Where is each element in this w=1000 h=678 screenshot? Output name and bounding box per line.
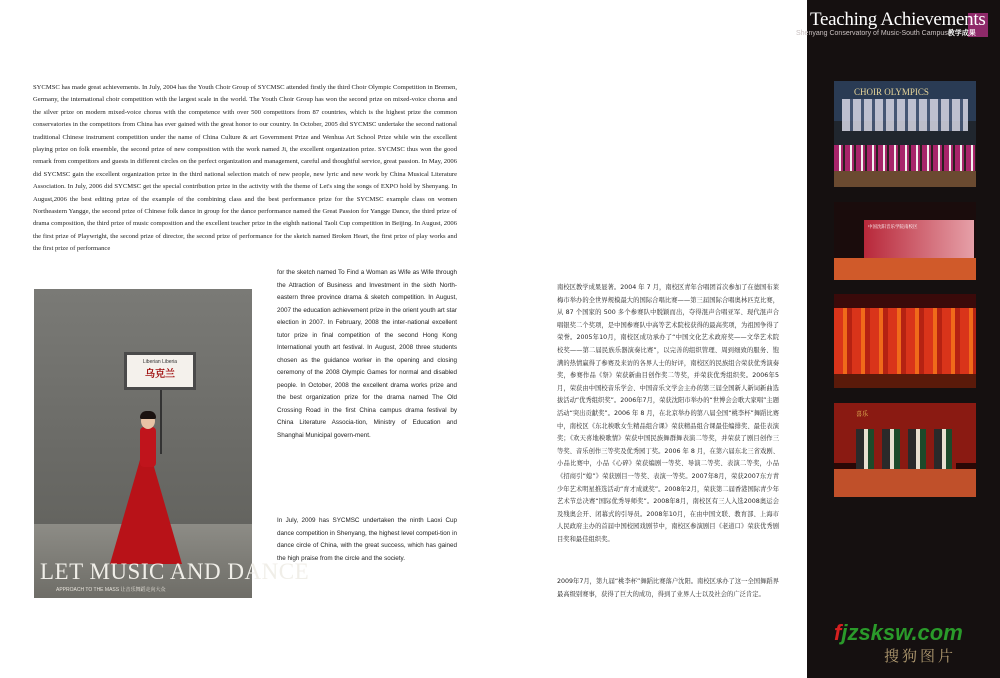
stage-floor: [834, 469, 976, 497]
subtitle-en: Shenyang Conservatory of Music-South Campus: [796, 30, 948, 37]
performer-hair: [140, 411, 156, 419]
banner-slogan-sub: APPROACH TO THE MASS 让音乐舞蹈走向大众: [56, 587, 166, 593]
subtitle-cn: 教学成果: [947, 30, 976, 37]
body-text-en-col2b: In July, 2009 has SYCMSC undertaken the ninth Laoxi Cup dance competition in Shenyang, the highest level competi-tion in dance circle of China, with the great success, which has gained the high praise from the circle and the society.: [277, 517, 457, 562]
actors-group: [856, 429, 956, 469]
photo-performer-with-sign: [34, 289, 310, 598]
country-sign: [124, 352, 196, 390]
sign-line2: 乌克兰: [145, 369, 175, 380]
watermark-cn: 搜狗图片: [884, 647, 957, 665]
backdrop-text: 喜乐: [856, 411, 869, 418]
stage-floor: [834, 258, 976, 280]
body-text-cn: 南校区教学成果显著。2004 年 7 月，南校区青年合唱团首次参加了在德国布莱梅市举办的全世界规模最大的国际合唱比赛——第三届国际合唱奥林匹克比赛，从 87 个国家的 500 多个参赛队中脱颖而出，夺得混声合唱亚军、现代混声合唱银奖二个奖项，是中国参赛队中高等艺术院校获得的最高奖项，为祖国争得了荣誉。2005年10月，南校区成功承办了“中国文化艺术政府奖——文华艺术院校奖——第二届民族乐器演奏比赛”，以完善的组织管理、周到细致的服务、饱满的热情赢得了参赛及来访的各界人士的好评，南校区的民族组合荣获优秀演奏奖，参赛作品《祭》荣获新曲目创作奖二等奖，并荣获优秀组织奖。2006年5月，荣获由中国校音乐学会、中国音乐文学会主办的第三届全国新人新词新曲选拔活动“优秀组织奖”。2006年7月，荣获沈阳市举办的“世博会会歌大家唱”主题活动“突出贡献奖”。2006 年 8 月，在北京举办的第八届全国“桃李杯”舞蹈比赛中，南校区《东北秧歌女生精品组合课》荣获精品组合课最佳编排奖、最佳表演奖；《欢天喜地秧歌情》荣获中国民族舞群舞表演二等奖，并荣获了剧目创作三等奖、音乐创作三等奖及优秀园丁奖。2006 年 8 月，在第六届东北三省戏剧、小品比赛中，小品《心碎》荣获编剧一等奖、导演二等奖、表演二等奖，小品《招商引“媳”》荣获剧目一等奖、表演一等奖。2007年8月，荣获2007东方青少年艺术明星推选活动“育才成就奖”。2008年2月，荣获第二届香港国际青少年艺术节总决赛“国际优秀导师奖”。2008年8月，南校区有三人入选2008奥运会及残奥会开、闭幕式的引导员。2008年10月，在由中国文联、教育部、上海市人民政府主办的首届中国校园戏剧节中，南校区参演剧目《老道口》荣获优秀剧目奖和最佳组织奖。: [557, 284, 779, 543]
watermark-domain: jzsksw.com: [841, 620, 963, 645]
body-text-en: SYCMSC has made great achievements. In July, 2004 has the Youth Choir Group of SYCMSC attended firstly the third Choir Olympic Competition in Bremen, Germany, the international choir competition with the largest scale in the world. The Youth Choir Group has won the second prize on mixed-voice chorus and the silver prize on modern mixed-voice chorus with the competence with over 500 competitors from 87 countries, which is the highest prize the common conservatories in the competitors from China has ever gained with the great honor to our country. In October, 2005 did SYCMSC undertake the second national traditional Chinese instrument competition under the name of China Culture & art Government Prize and Wenhua Art School Prize while win the excellent playing prize on folk ensemble, the second prize of new composition with the work named Ji, the excellent organization prize. SYCMSC thus won the good remark from competitors and guests in different circles on the perfect organization and management, careful and thoughtful service, great passion. In May, 2006 did SYCMSC gain the excellent organization prize in the third national selection match of new people, new lyric and new work by China Musical Literature Association. In July, 2006 did SYCMSC get the special contribution prize in the activity with the theme of Let's sing the songs of EXPO hold by Shenyang. In August,2006 the best editing prize of the example of the combining class and the best performance prize for the SYCMSC example class on women Northeastern Yangge, the second prize of Chinese folk dance in group for the dance performance named the Great Passion for Yangge Dance, the third prize of drama composition, the third prize of music composition and the excellent teacher prize in the eighth national Taoli Cup competition in Beijing. In August, 2006 the first prize of Playwright, the second prize of director, the second prize of performance for the sketch named Broken Heart, the first prize of play works and the first prize of performance: [33, 84, 457, 253]
sign-line1: Liberian Liberia: [142, 359, 178, 365]
photo-folk-dance: [834, 294, 976, 388]
page-title: Teaching Achievements: [810, 9, 986, 30]
choir-olympics-logo: CHOIR OLYMPICS: [854, 87, 929, 97]
watermark-prefix: f: [834, 620, 842, 645]
body-text-cn-2: 2009年7月，第九届“桃李杯”舞蹈比赛落户沈阳。南校区承办了这一全国舞蹈界最高级别赛事，获得了巨大的成功，得到了业界人士以及社会的广泛肯定。: [557, 578, 779, 598]
banner-slogan: LET MUSIC AND DANCE: [40, 559, 310, 584]
dress-top: [140, 427, 156, 467]
photo-drama-sketch: [834, 403, 976, 497]
body-text-en-col2: for the sketch named To Find a Woman as Wife as Wife through the Attraction of Business and Investment in the sixth North-eastern three province drama & sketch competition. In August, 2007 the education achievement prize in the orient youth art star election in 2007. In February, 2008 the inter-national excellent tutor prize in final competition of the second Hong Kong International youth art festival. In August, 2008 three students chosen as the guidance worker in the opening and closing ceremony of the 2008 Olympic Games for normal and disabled people. In October, 2008 the excellent drama works prize and the best organization prize for the drama named The Old Crossing Road in the first China campus drama festival by China Literature Associa-tion, Ministry of Education and Shanghai Municipal govern-ment.: [277, 269, 457, 439]
page-subtitle: [796, 28, 976, 38]
choir-group: [834, 145, 976, 171]
hall-windows: [842, 99, 968, 131]
stage-screen-text: 中国沈阳音乐学院南校区: [868, 225, 918, 230]
stage-floor: [834, 171, 976, 187]
stage-floor: [834, 374, 976, 388]
photo-instrument-competition: [834, 202, 976, 280]
photo-choir-olympics: [834, 81, 976, 187]
watermark-logo: [834, 620, 963, 646]
